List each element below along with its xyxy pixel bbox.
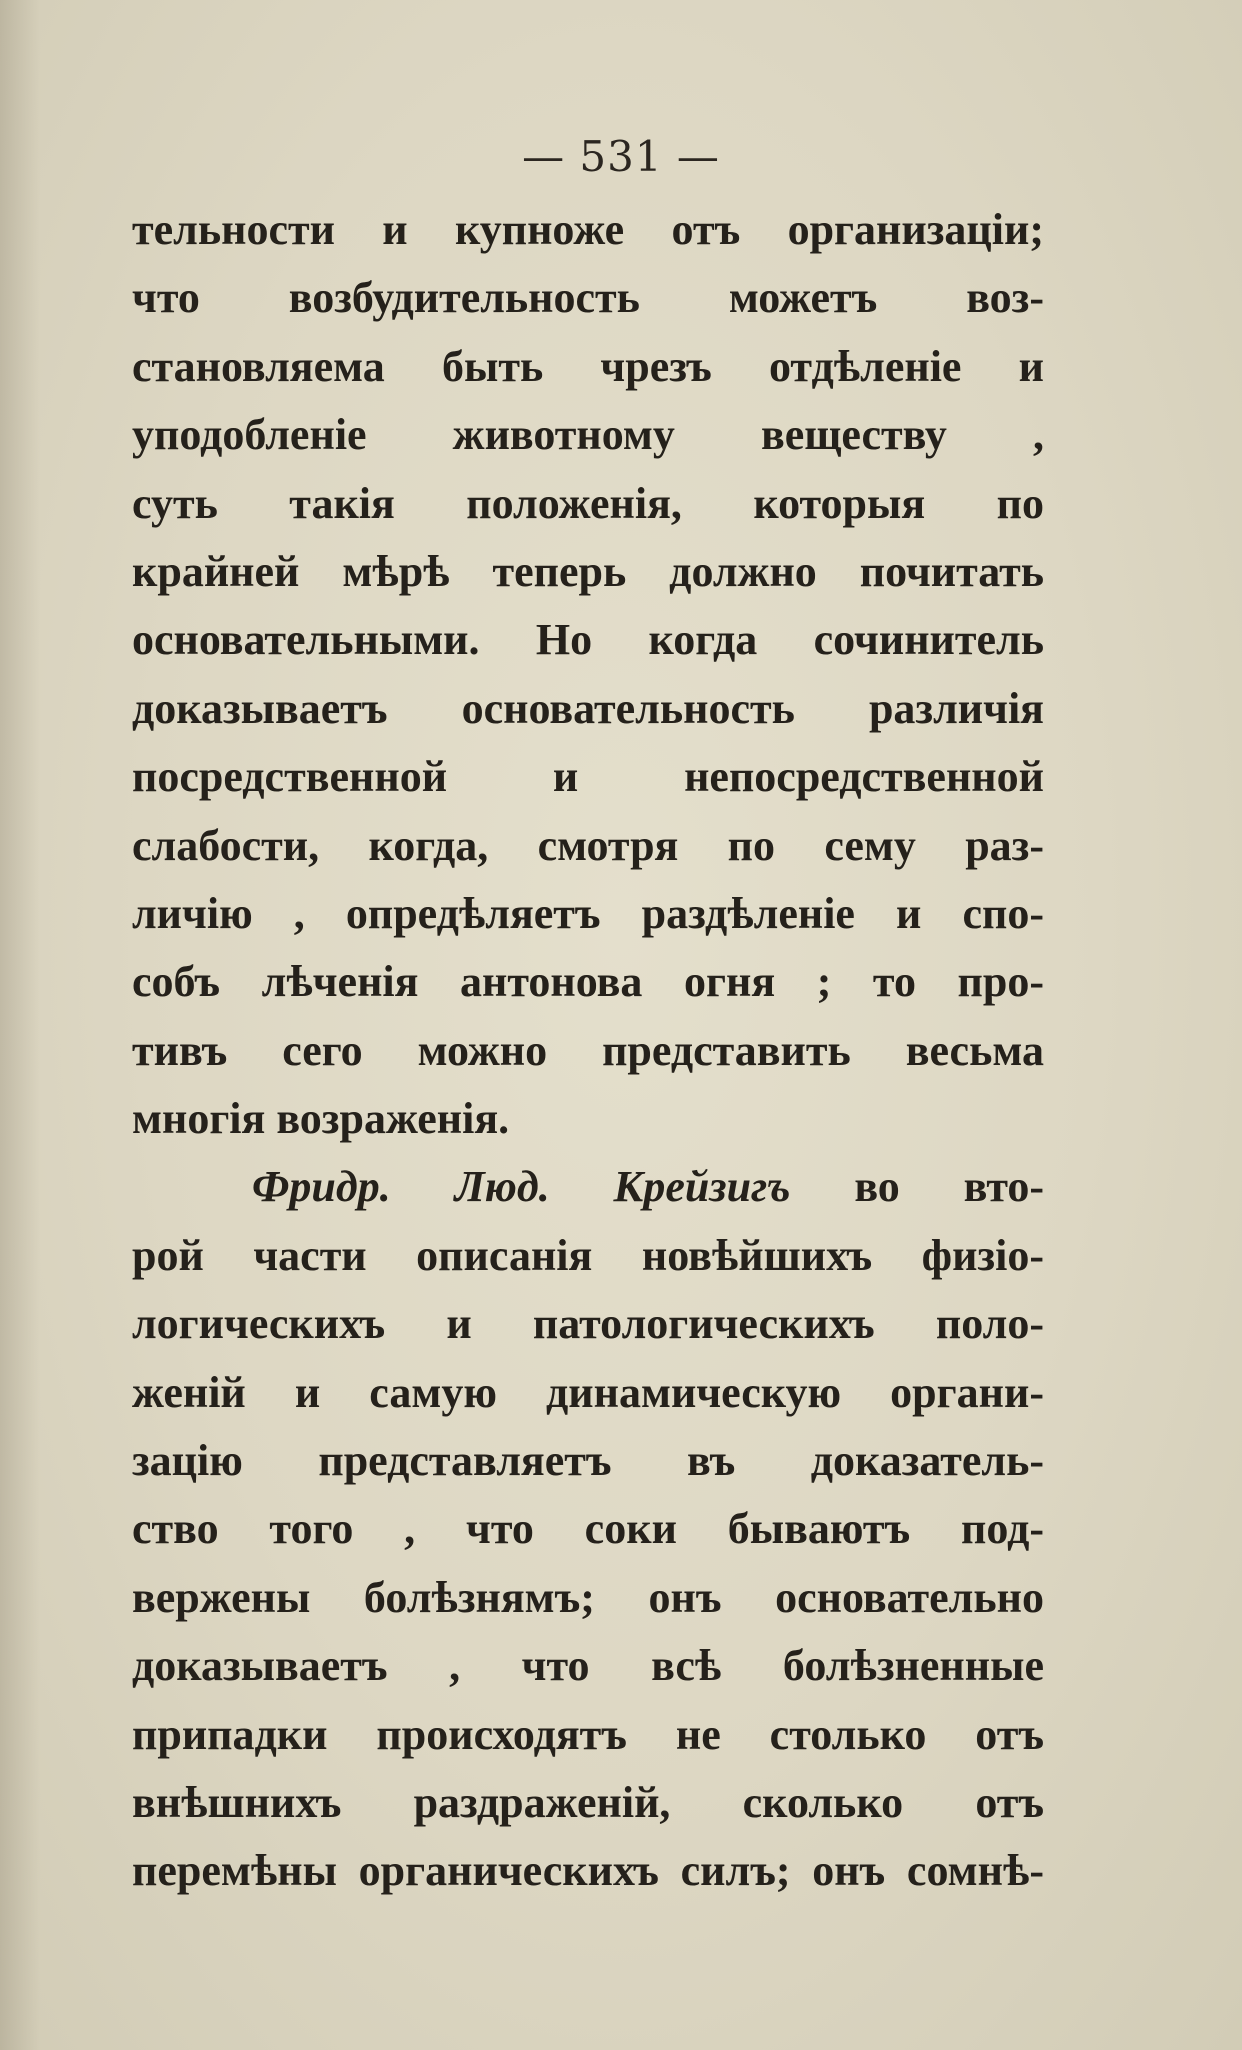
paragraph-1	[132, 196, 1044, 1153]
text-line: посредственной и непосредственной	[132, 752, 1044, 802]
text-line: логическихъ и патологическихъ поло-	[132, 1299, 1044, 1349]
text-line: припадки происходятъ не столько отъ	[132, 1709, 1044, 1759]
text-line: личiю , опредѣляетъ раздѣленiе и спо-	[132, 888, 1044, 938]
text-line: суть такiя положенiя, которыя по	[132, 478, 1044, 528]
page-fold-shadow	[0, 0, 40, 2050]
text-line: уподобленiе животному веществу ,	[132, 410, 1044, 460]
text-line: многiя возраженiя.	[132, 1094, 510, 1144]
text-line: тивъ сего можно представить весьма	[132, 1025, 1044, 1075]
text-line: тельности и купноже отъ организацiи;	[132, 205, 1044, 254]
text-line: доказываетъ , что всѣ болѣзненные	[132, 1641, 1044, 1691]
text-line: основательными. Но когда сочинитель	[132, 615, 1044, 665]
text-line: крайней мѣрѣ теперь должно почитать	[132, 546, 1044, 596]
body-text	[132, 196, 1044, 1906]
text-line: ство того , что соки бываютъ под-	[132, 1504, 1044, 1554]
first-line-rest: во вто-	[790, 1162, 1044, 1212]
text-line: становляема быть чрезъ отдѣленiе и	[132, 341, 1044, 391]
page-number: — 531 —	[522, 132, 720, 181]
text-line: перемѣны органическихъ силъ; онъ сомнѣ-	[132, 1846, 1044, 1896]
author-name: Фридр. Люд. Крейзигъ	[252, 1162, 791, 1212]
text-line: собъ лѣченiя антонова огня ; то про-	[132, 957, 1044, 1007]
text-line: вержены болѣзнямъ; онъ основательно	[132, 1572, 1044, 1622]
text-line: женiй и самую динамическую органи-	[132, 1367, 1044, 1417]
paragraph-2	[132, 1153, 1044, 1905]
text-line: что возбудительность можетъ воз-	[132, 273, 1044, 323]
text-line-first	[132, 1153, 1044, 1221]
text-line: слабости, когда, смотря по сему раз-	[132, 820, 1044, 870]
text-line: рой части описанiя новѣйшихъ физiо-	[132, 1230, 1044, 1280]
text-line: доказываетъ основательность различiя	[132, 683, 1044, 733]
text-line: зацiю представляетъ въ доказатель-	[132, 1436, 1044, 1486]
text-line: внѣшнихъ раздраженiй, сколько отъ	[132, 1777, 1044, 1827]
